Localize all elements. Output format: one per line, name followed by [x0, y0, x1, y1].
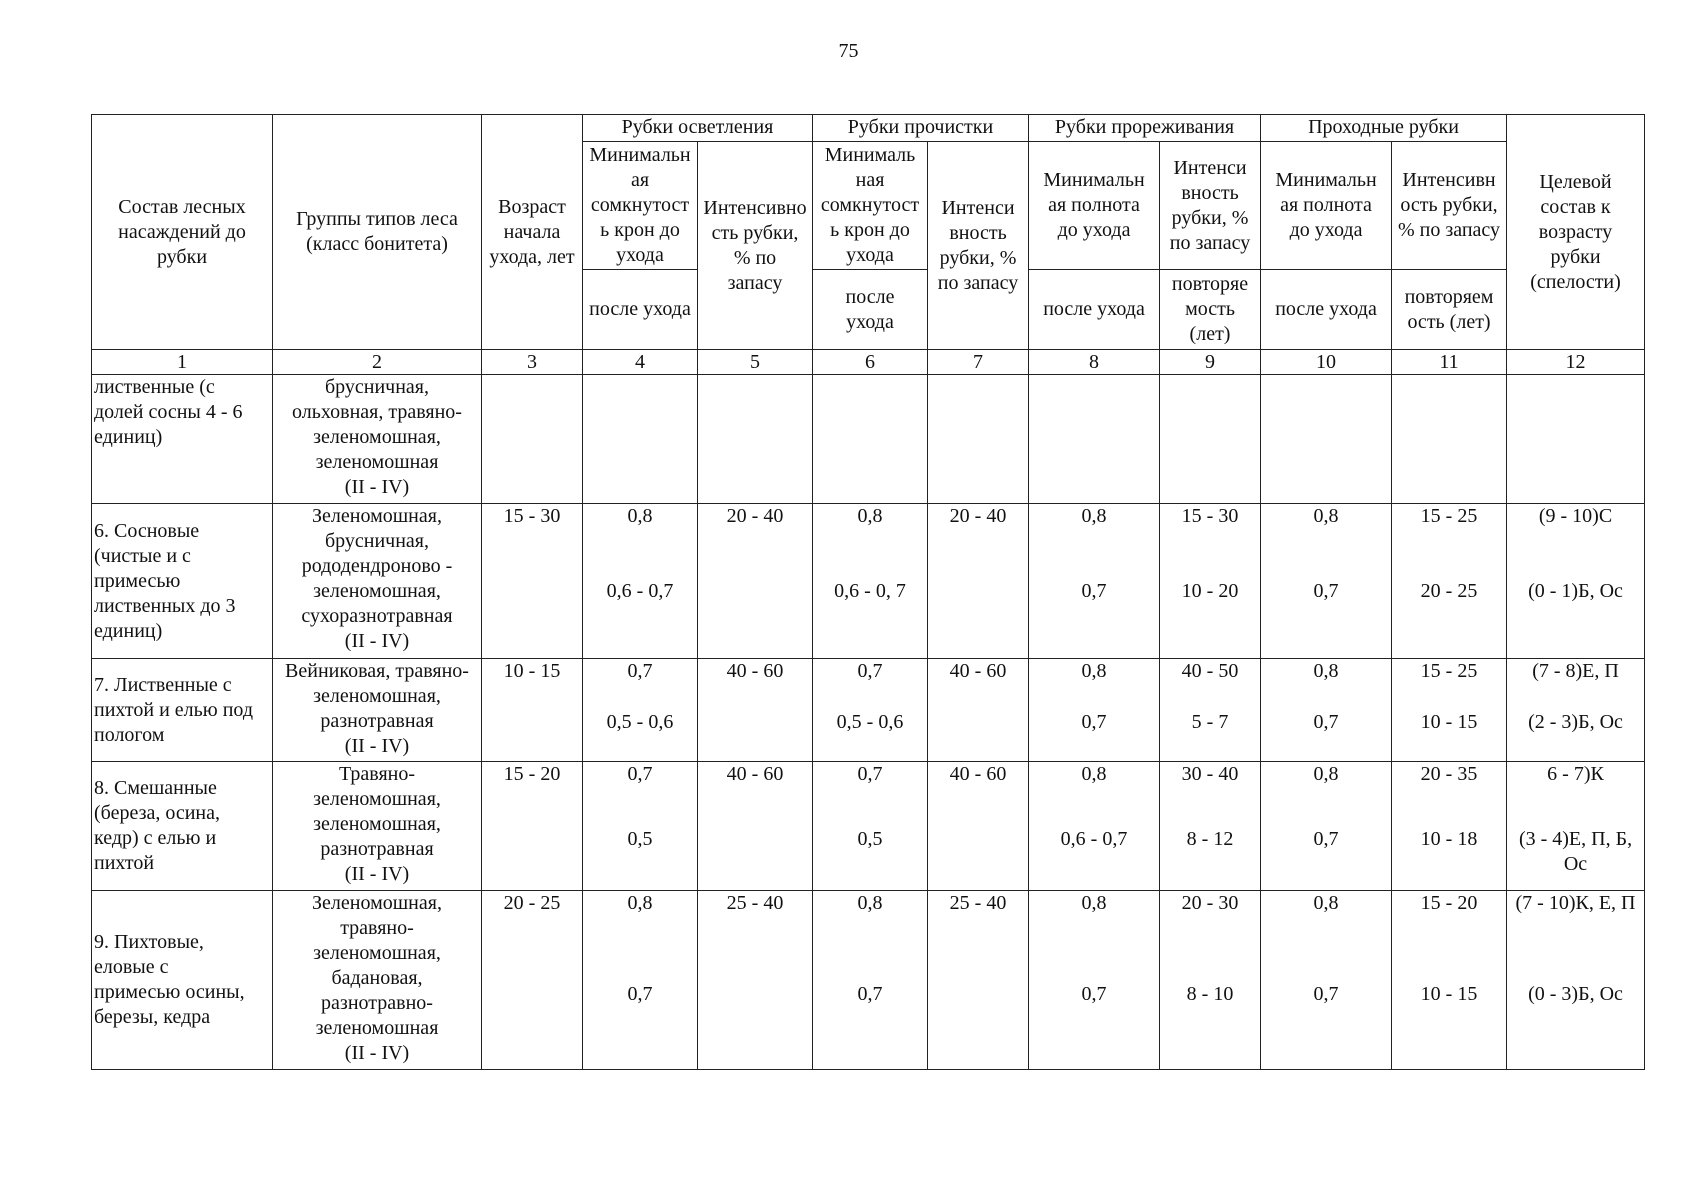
forest-care-table: [91, 114, 1645, 1070]
cell-value: 10 - 18: [1420, 828, 1478, 850]
cell-value: 10 - 15: [1420, 711, 1478, 733]
cell-value: Зеленомошная, травяно- зеленомошная, бадановая, разнотравно- зеленомошная (II - IV): [312, 892, 442, 1064]
cell-value: 40 - 60: [726, 660, 784, 682]
cell-c8a: [1029, 659, 1160, 762]
cell-c4a: [583, 659, 698, 762]
cell-value: (2 - 3)Б, Ос: [1528, 711, 1623, 733]
cell-value: Вейниковая, травяно- зеленомошная, разнотравная (II - IV): [285, 660, 469, 757]
cell-value: 6. Сосновые (чистые и с примесью лиственных до 3 единиц): [94, 519, 236, 642]
cell-value: 25 - 40: [726, 892, 784, 914]
cell-c4a: [583, 504, 698, 659]
cell-value: 10 - 20: [1181, 580, 1239, 602]
cell-c12a: [1507, 762, 1645, 891]
cell-value: (9 - 10)С: [1538, 505, 1613, 527]
cell-forest-types: [273, 762, 482, 891]
cell-value: 40 - 60: [949, 763, 1007, 785]
cell-value: лиственные (с долей сосны 4 - 6 единиц): [94, 376, 243, 448]
column-number: 3: [482, 350, 583, 375]
cell-value: 20 - 30: [1181, 892, 1239, 914]
header-col5: Интенсивно сть рубки, % по запасу: [698, 142, 813, 350]
cell-forest-types: [273, 659, 482, 762]
table-row: [92, 504, 1645, 659]
cell-c10a: [1261, 659, 1392, 762]
column-numbers-row: [92, 350, 1645, 375]
cell-c11a: [1392, 504, 1507, 659]
cell-value: 0,7: [857, 983, 883, 1005]
column-number: 12: [1507, 350, 1645, 375]
header-group-osvetleniya: Рубки осветления: [583, 115, 813, 142]
cell-value: 20 - 35: [1420, 763, 1478, 785]
cell-c4a: [583, 375, 698, 504]
cell-value: 25 - 40: [949, 892, 1007, 914]
cell-c5: [698, 659, 813, 762]
header-col4-top: Минимальн ая сомкнутост ь крон до ухода: [583, 142, 698, 270]
cell-value: 10 - 15: [503, 660, 561, 682]
cell-value: 0,7: [627, 660, 653, 682]
cell-composition: [92, 375, 273, 504]
cell-c9a: [1160, 375, 1261, 504]
cell-c4a: [583, 762, 698, 891]
cell-c12a: [1507, 375, 1645, 504]
header-group-prorezhivaniya: Рубки прореживания: [1029, 115, 1261, 142]
column-number: 10: [1261, 350, 1392, 375]
cell-value: 40 - 60: [726, 763, 784, 785]
cell-value: 0,7: [627, 983, 653, 1005]
cell-c6a: [813, 659, 928, 762]
column-number: 7: [928, 350, 1029, 375]
cell-c11a: [1392, 375, 1507, 504]
cell-value: 15 - 25: [1420, 660, 1478, 682]
cell-value: 0,8: [857, 505, 883, 527]
cell-value: 15 - 20: [1420, 892, 1478, 914]
cell-c10a: [1261, 375, 1392, 504]
header-group-prohodnye: Проходные рубки: [1261, 115, 1507, 142]
cell-value: 15 - 20: [503, 763, 561, 785]
header-group-prochistki: Рубки прочистки: [813, 115, 1029, 142]
cell-value: 0,8: [1081, 660, 1107, 682]
cell-c9a: [1160, 762, 1261, 891]
column-number: 2: [273, 350, 482, 375]
header-col8-bottom: после ухода: [1029, 270, 1160, 350]
cell-value: 0,8: [627, 505, 653, 527]
cell-value: Зеленомошная, брусничная, рододендроново - зеленомошная, сухоразнотравная (II - IV): [301, 505, 453, 652]
cell-value: (0 - 3)Б, Ос: [1528, 983, 1623, 1005]
column-number: 11: [1392, 350, 1507, 375]
cell-value: 0,6 - 0, 7: [834, 580, 906, 602]
cell-value: 0,8: [1313, 892, 1339, 914]
header-col6-bottom: после ухода: [813, 270, 928, 350]
cell-forest-types: [273, 891, 482, 1070]
column-number: 4: [583, 350, 698, 375]
column-number: 5: [698, 350, 813, 375]
cell-value: 0,6 - 0,7: [606, 580, 674, 602]
table-row: [92, 659, 1645, 762]
column-number: 8: [1029, 350, 1160, 375]
cell-value: 0,7: [1081, 711, 1107, 733]
cell-value: 0,6 - 0,7: [1060, 828, 1128, 850]
cell-value: 0,7: [1081, 580, 1107, 602]
cell-value: 0,8: [1081, 505, 1107, 527]
cell-c6a: [813, 504, 928, 659]
cell-c5: [698, 891, 813, 1070]
header-col11-bottom: повторяем ость (лет): [1392, 270, 1507, 350]
cell-forest-types: [273, 375, 482, 504]
cell-value: 0,7: [1313, 828, 1339, 850]
cell-c7: [928, 762, 1029, 891]
page-number: 75: [838, 40, 859, 62]
table-row: [92, 762, 1645, 891]
cell-c11a: [1392, 762, 1507, 891]
cell-value: 8. Смешанные (береза, осина, кедр) с елью и пихтой: [94, 777, 221, 874]
cell-c8a: [1029, 504, 1160, 659]
cell-c5: [698, 762, 813, 891]
cell-value: 40 - 50: [1181, 660, 1239, 682]
cell-c8a: [1029, 891, 1160, 1070]
header-row-groups: [92, 115, 1645, 142]
cell-c6a: [813, 762, 928, 891]
cell-c9a: [1160, 659, 1261, 762]
header-age: Возраст начала ухода, лет: [482, 115, 583, 350]
cell-c12a: [1507, 504, 1645, 659]
cell-c10a: [1261, 504, 1392, 659]
cell-c8a: [1029, 762, 1160, 891]
cell-c9a: [1160, 891, 1261, 1070]
header-forest-types: Группы типов леса (класс бонитета): [273, 115, 482, 350]
cell-value: Травяно- зеленомошная, зеленомошная, разнотравная (II - IV): [313, 763, 441, 885]
header-col4-bottom: после ухода: [583, 270, 698, 350]
cell-value: 0,7: [1313, 580, 1339, 602]
cell-c10a: [1261, 762, 1392, 891]
cell-c5: [698, 375, 813, 504]
cell-value: 20 - 25: [503, 892, 561, 914]
header-col11-top: Интенсивн ость рубки, % по запасу: [1392, 142, 1507, 270]
cell-value: 15 - 25: [1420, 505, 1478, 527]
cell-value: 0,8: [1081, 763, 1107, 785]
header-col9-top: Интенси вность рубки, % по запасу: [1160, 142, 1261, 270]
column-number: 6: [813, 350, 928, 375]
column-number: 1: [92, 350, 273, 375]
cell-value: 0,8: [1313, 660, 1339, 682]
cell-value: 6 - 7)К: [1547, 763, 1604, 785]
cell-value: 0,8: [857, 892, 883, 914]
header-col10-top: Минимальн ая полнота до ухода: [1261, 142, 1392, 270]
cell-value: (7 - 10)К, Е, П: [1515, 892, 1636, 914]
cell-value: 0,5: [857, 828, 883, 850]
cell-forest-types: [273, 504, 482, 659]
cell-c12a: [1507, 891, 1645, 1070]
cell-c9a: [1160, 504, 1261, 659]
cell-value: (0 - 1)Б, Ос: [1528, 580, 1623, 602]
cell-value: 15 - 30: [1181, 505, 1239, 527]
cell-value: (7 - 8)Е, П: [1532, 660, 1619, 682]
cell-c11a: [1392, 891, 1507, 1070]
cell-age: [482, 659, 583, 762]
cell-c5: [698, 504, 813, 659]
header-col10-bottom: после ухода: [1261, 270, 1392, 350]
cell-composition: [92, 504, 273, 659]
cell-value: 40 - 60: [949, 660, 1007, 682]
header-target-composition: Целевой состав к возрасту рубки (спелости): [1507, 115, 1645, 350]
cell-value: брусничная, ольховная, травяно- зеленомошная, зеленомошная (II - IV): [292, 376, 462, 498]
cell-value: 8 - 10: [1186, 983, 1234, 1005]
column-number: 9: [1160, 350, 1261, 375]
cell-value: 10 - 15: [1420, 983, 1478, 1005]
cell-value: 0,7: [857, 763, 883, 785]
cell-composition: [92, 659, 273, 762]
cell-value: 8 - 12: [1186, 828, 1234, 850]
cell-c7: [928, 375, 1029, 504]
cell-c7: [928, 891, 1029, 1070]
cell-value: 20 - 25: [1420, 580, 1478, 602]
cell-c6a: [813, 891, 928, 1070]
cell-value: 0,7: [627, 763, 653, 785]
cell-age: [482, 375, 583, 504]
cell-composition: [92, 891, 273, 1070]
header-col9-bottom: повторяе мость (лет): [1160, 270, 1261, 350]
cell-value: 0,7: [1313, 711, 1339, 733]
cell-value: 20 - 40: [949, 505, 1007, 527]
header-composition: Состав лесных насаждений до рубки: [92, 115, 273, 350]
cell-c7: [928, 659, 1029, 762]
cell-c12a: [1507, 659, 1645, 762]
cell-age: [482, 762, 583, 891]
cell-composition: [92, 762, 273, 891]
cell-value: 0,7: [1081, 983, 1107, 1005]
cell-c4a: [583, 891, 698, 1070]
cell-value: 7. Лиственные с пихтой и елью под пологом: [94, 673, 254, 746]
cell-value: 0,5 - 0,6: [836, 711, 904, 733]
cell-value: 0,8: [1313, 505, 1339, 527]
cell-c8a: [1029, 375, 1160, 504]
cell-age: [482, 504, 583, 659]
header-col6-top: Минималь ная сомкнутост ь крон до ухода: [813, 142, 928, 270]
header-col7: Интенси вность рубки, % по запасу: [928, 142, 1029, 350]
cell-value: 0,5: [627, 828, 653, 850]
cell-value: 0,5 - 0,6: [606, 711, 674, 733]
cell-value: (3 - 4)Е, П, Б, Ос: [1518, 828, 1633, 875]
cell-c6a: [813, 375, 928, 504]
cell-value: 30 - 40: [1181, 763, 1239, 785]
table-row: [92, 375, 1645, 504]
cell-value: 15 - 30: [503, 505, 561, 527]
cell-c11a: [1392, 659, 1507, 762]
cell-value: 0,7: [857, 660, 883, 682]
cell-c7: [928, 504, 1029, 659]
cell-value: 5 - 7: [1191, 711, 1229, 733]
cell-value: 9. Пихтовые, еловые с примесью осины, березы, кедра: [94, 931, 245, 1028]
cell-age: [482, 891, 583, 1070]
cell-value: 20 - 40: [726, 505, 784, 527]
cell-value: 0,7: [1313, 983, 1339, 1005]
table-row: [92, 891, 1645, 1070]
cell-value: 0,8: [1081, 892, 1107, 914]
header-col8-top: Минимальн ая полнота до ухода: [1029, 142, 1160, 270]
cell-value: 0,8: [627, 892, 653, 914]
cell-c10a: [1261, 891, 1392, 1070]
cell-value: 0,8: [1313, 763, 1339, 785]
